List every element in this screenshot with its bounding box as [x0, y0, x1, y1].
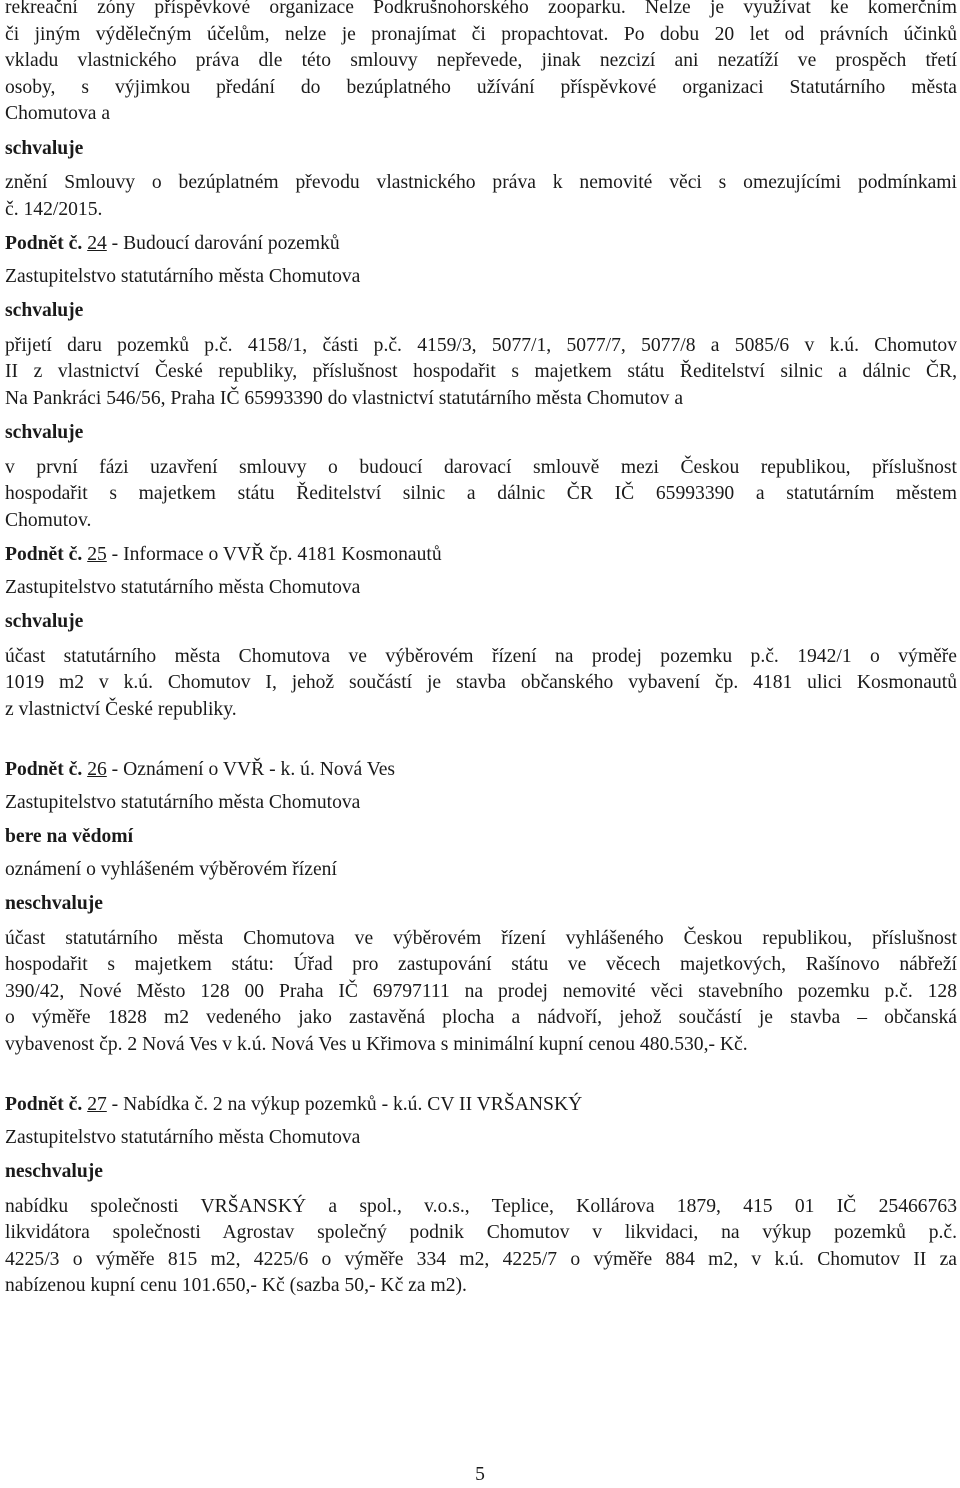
item-number: 27	[87, 1094, 107, 1115]
verdict: schvaluje	[5, 611, 84, 632]
council: Zastupitelstvo statutárního města Chomutova	[5, 265, 361, 287]
resolution-line: Chomutov.	[5, 509, 92, 531]
resolution-line: o výměře 1828 m2 vedeného jako zastavěná plocha a nádvoří, jehož součástí je stavba – občanská	[5, 1007, 957, 1028]
intro-line: Chomutova a	[5, 103, 111, 124]
verdict: schvaluje	[5, 422, 84, 443]
item-25	[5, 542, 957, 723]
resolution-line: účast statutárního města Chomutova ve výběrovém řízení vyhlášeného Českou republikou, příslušnost	[5, 927, 957, 949]
item-title-text: - Nabídka č. 2 na výkup pozemků - k.ú. CV II VRŠANSKÝ	[106, 1094, 583, 1115]
resolution-line: Na Pankráci 546/56, Praha IČ 65993390 do vlastnictví statutárního města Chomutov a	[5, 387, 684, 409]
resolution-line: oznámení o vyhlášeném výběrovém řízení	[5, 858, 337, 880]
item-number: 25	[87, 544, 107, 565]
item-title-text: - Budoucí darování pozemků	[106, 233, 340, 254]
intro-line: či jiným výdělečným účelům, nelze je pronajímat či propachtovat. Po dobu 20 let od právních účinků	[5, 23, 957, 45]
item-label: Podnět č.	[5, 233, 83, 254]
item-title	[5, 231, 957, 258]
resolution-line: hospodařit s majetkem státu Ředitelství silnic a dálnic ČR IČ 65993390 a statutárním městem	[5, 483, 957, 504]
resolution-line: znění Smlouvy o bezúplatném převodu vlastnického práva k nemovité věci s omezujícími podmínkami	[5, 172, 957, 193]
item-title-text: - Oznámení o VVŘ - k. ú. Nová Ves	[106, 759, 396, 780]
item-label: Podnět č.	[5, 1094, 83, 1115]
resolution-line: v první fázi uzavření smlouvy o budoucí darovací smlouvě mezi Českou republikou, příslušnost	[5, 456, 957, 478]
verdict: schvaluje	[5, 300, 84, 321]
verdict: neschvaluje	[5, 1161, 103, 1182]
item-title	[5, 757, 957, 784]
council: Zastupitelstvo statutárního města Chomutova	[5, 791, 361, 813]
resolution-line: 4225/3 o výměře 815 m2, 4225/6 o výměře 334 m2, 4225/7 o výměře 884 m2, v k.ú. Chomutov II za	[5, 1248, 957, 1270]
item-27	[5, 1092, 957, 1300]
item-24	[5, 231, 957, 534]
resolution-line: z vlastnictví České republiky.	[5, 698, 237, 720]
item-label: Podnět č.	[5, 544, 83, 565]
item-26	[5, 757, 957, 1058]
item-title	[5, 1092, 957, 1119]
intro-section	[5, 0, 957, 223]
resolution-line: II z vlastnictví České republiky, příslušnost hospodařit s majetkem státu Ředitelství silnic a dálnic ČR,	[5, 361, 957, 382]
council: Zastupitelstvo statutárního města Chomutova	[5, 1126, 361, 1148]
resolution-line: 1019 m2 v k.ú. Chomutov I, jehož součástí je stavba občanského vybavení čp. 4181 ulici Kosmonautů	[5, 672, 957, 693]
resolution-line: likvidátora společnosti Agrostav společný podnik Chomutov v likvidaci, na výkup pozemků p.č.	[5, 1222, 957, 1243]
council: Zastupitelstvo statutárního města Chomutova	[5, 576, 361, 598]
item-title	[5, 542, 957, 569]
intro-line: rekreační zóny příspěvkové organizace Podkrušnohorského zooparku. Nelze je využívat ke komerčním	[5, 0, 957, 18]
resolution-line: nabídku společnosti VRŠANSKÝ a spol., v.o.s., Teplice, Kollárova 1879, 415 01 IČ 25466763	[5, 1195, 957, 1217]
verdict: bere na vědomí	[5, 826, 134, 847]
resolution-line: č. 142/2015.	[5, 198, 103, 220]
resolution-line: vybavenost čp. 2 Nová Ves v k.ú. Nová Ves u Křimova s minimální kupní cenou 480.530,- Kč.	[5, 1033, 748, 1055]
verdict: neschvaluje	[5, 893, 103, 914]
page-number: 5	[475, 1464, 485, 1485]
resolution-line: přijetí daru pozemků p.č. 4158/1, části p.č. 4159/3, 5077/1, 5077/7, 5077/8 a 5085/6 v k.ú. Chomutov	[5, 334, 957, 356]
resolution-line: hospodařit s majetkem státu: Úřad pro zastupování státu ve věcech majetkových, Rašínovo nábřeží	[5, 954, 957, 975]
item-title-text: - Informace o VVŘ čp. 4181 Kosmonautů	[106, 544, 442, 565]
verdict: schvaluje	[5, 137, 84, 159]
document-page	[5, 0, 957, 1300]
resolution-line: nabízenou kupní cenu 101.650,- Kč (sazba 50,- Kč za m2).	[5, 1275, 467, 1296]
resolution-line: 390/42, Nové Město 128 00 Praha IČ 69797111 na prodej nemovité věci stavebního pozemku p.č. 128	[5, 980, 957, 1002]
item-label: Podnět č.	[5, 759, 83, 780]
item-number: 24	[87, 233, 107, 254]
item-number: 26	[87, 759, 107, 780]
intro-line: vkladu vlastnického práva dle této smlouvy nepřevede, jinak nezcizí ani nezatíží ve prospěch třetí	[5, 50, 957, 71]
intro-line: osoby, s výjimkou předání do bezúplatného užívání příspěvkové organizaci Statutárního města	[5, 76, 957, 98]
resolution-line: účast statutárního města Chomutova ve výběrovém řízení na prodej pozemku p.č. 1942/1 o výměře	[5, 645, 957, 667]
